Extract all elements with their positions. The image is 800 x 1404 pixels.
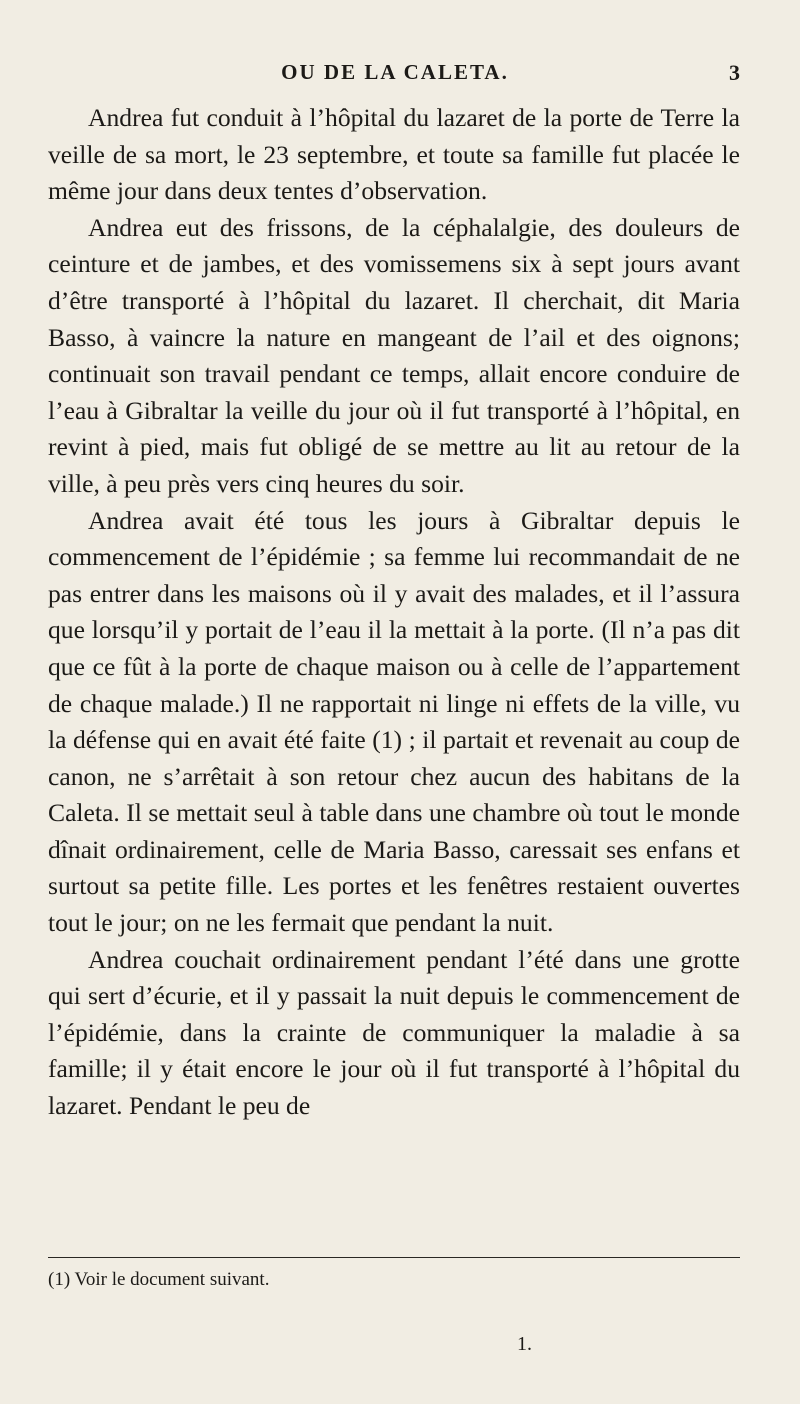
paragraph: Andrea avait été tous les jours à Gibraltar depuis le commencement de l’épidémie ; sa femme lui recommandait de ne pas entrer dans les maisons où il y avait des malades, et il l’assura que lorsqu’il y portait de l’eau il la mettait à la porte. (Il n’a pas dit que ce fût à la porte de chaque maison ou à celle de l’appartement de chaque malade.) Il ne rapportait ni linge ni effets de la ville, vu la défense qui en avait été faite (1) ; il partait et revenait au coup de canon, ne s’arrêtait à son retour chez aucun des habitans de la Caleta. Il se mettait seul à table dans une chambre où tout le monde dînait ordinairement, celle de Maria Basso, caressait ses enfans et surtout sa petite fille. Les portes et les fenêtres restaient ouvertes tout le jour; on ne les fermait que pendant la nuit.: [48, 505, 740, 938]
footnote: (1) Voir le document suivant.: [48, 1269, 270, 1290]
signature-mark: 1.: [517, 1333, 532, 1355]
paragraph: Andrea fut conduit à l’hôpital du lazaret de la porte de Terre la veille de sa mort, le 23 septembre, et toute sa famille fut placée le même jour dans deux tentes d’observation.: [48, 103, 740, 206]
running-head: [50, 60, 740, 90]
running-title: OU DE LA CALETA.: [281, 60, 509, 84]
paragraph: Andrea couchait ordinairement pendant l’été dans une grotte qui sert d’écurie, et il y passait la nuit depuis le commencement de l’épidémie, dans la crainte de communiquer la maladie à sa famille; il y était encore le jour où il fut transporté à l’hôpital du lazaret. Pendant le peu de: [48, 944, 740, 1121]
paragraph: Andrea eut des frissons, de la céphalalgie, des douleurs de ceinture et de jambes, et des vomissemens six à sept jours avant d’être transporté à l’hôpital du lazaret. Il cherchait, dit Maria Basso, à vaincre la nature en mangeant de l’ail et des oignons; continuait son travail pendant ce temps, allait encore conduire de l’eau à Gibraltar la veille du jour où il fut transporté à l’hôpital, en revint à pied, mais fut obligé de se mettre au lit au retour de la ville, à peu près vers cinq heures du soir.: [48, 212, 740, 498]
footnote-divider: [48, 1257, 740, 1258]
body-text: [48, 100, 740, 1125]
page-number: 3: [729, 60, 740, 85]
